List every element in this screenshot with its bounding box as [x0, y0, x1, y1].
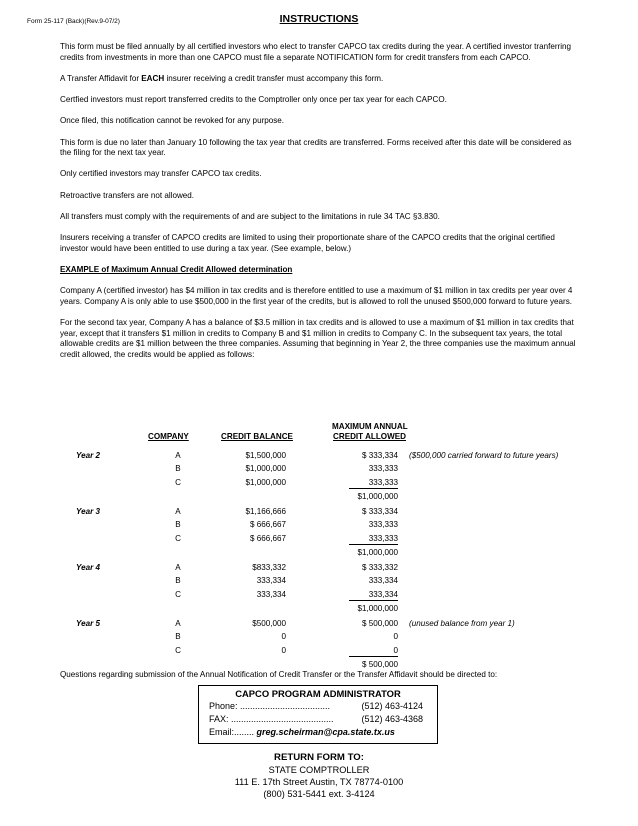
fax-label: FAX: ......................................... — [209, 714, 334, 724]
balance-cell: $1,000,000 — [245, 477, 286, 487]
company-cell: A — [175, 507, 181, 516]
paragraph-no-retroactive: Retroactive transfers are not allowed. — [60, 190, 195, 200]
questions-text: Questions regarding submission of the Annual Notification of Credit Transfer or the Transfer Affidavit should be directed to: — [60, 670, 498, 679]
paragraph-due-date: This form is due no later than January 10 following the tax year that credits are transferred. Forms received after this date will be considered as the filing for the next tax year. — [60, 137, 572, 158]
balance-cell: $ 666,667 — [249, 520, 286, 530]
balance-cell: $500,000 — [252, 619, 286, 628]
return-title: RETURN FORM TO: — [274, 752, 364, 763]
allowed-cell: 333,334 — [368, 576, 398, 586]
contact-title: CAPCO PROGRAM ADMINISTRATOR — [235, 688, 401, 699]
year-label: Year 2 — [76, 451, 101, 460]
paragraph-affidavit — [60, 74, 578, 85]
example-heading: EXAMPLE of Maximum Annual Credit Allowed determination — [60, 264, 293, 274]
form-number: Form 25-117 (Back)(Rev.9-07/2) — [27, 18, 120, 25]
return-line-3: (800) 531-5441 ext. 3-4124 — [263, 789, 375, 799]
affidavit-text-bold: EACH — [141, 73, 165, 83]
balance-cell: 0 — [281, 645, 286, 655]
allowed-cell: $ 333,334 — [361, 507, 398, 516]
company-cell: A — [175, 563, 181, 572]
paragraph-not-revocable: Once filed, this notification cannot be revoked for any purpose. — [60, 116, 285, 126]
company-cell: C — [175, 645, 181, 655]
fax-line — [199, 713, 437, 726]
header-credit-balance: CREDIT BALANCE — [221, 432, 293, 441]
balance-cell: $ 666,667 — [249, 533, 286, 543]
year-label: Year 5 — [76, 619, 101, 628]
allowed-cell: 333,333 — [368, 520, 398, 530]
company-cell: B — [175, 520, 181, 530]
company-cell: B — [175, 576, 181, 586]
note-cell: (unused balance from year 1) — [409, 619, 515, 628]
email-value[interactable]: greg.scheirman@cpa.state.tx.us — [256, 727, 395, 737]
header-company: COMPANY — [148, 432, 189, 441]
balance-cell: 333,334 — [256, 589, 286, 599]
balance-cell: $1,500,000 — [245, 451, 286, 460]
group-total: $1,000,000 — [357, 491, 398, 501]
email-line — [199, 726, 437, 739]
allowed-cell: 0 — [393, 632, 398, 642]
group-total: $1,000,000 — [357, 547, 398, 557]
phone-value: (512) 463-4124 — [361, 701, 423, 711]
balance-cell: $833,332 — [252, 563, 286, 572]
email-label: Email:........ — [209, 727, 255, 737]
phone-label: Phone: .................................... — [209, 701, 331, 711]
header-max-line1: MAXIMUM ANNUAL — [332, 422, 408, 431]
balance-cell: 0 — [281, 632, 286, 642]
company-cell: C — [175, 533, 181, 543]
contact-box — [198, 685, 438, 744]
paragraph-filing: This form must be filed annually by all certified investors who elect to transfer CAPCO tax credits during the year. A certified investor tranferring credits from investments in more than one CAPCO must file a separate NOTIFICATION form for credit transfers from each CAPCO. — [60, 42, 572, 62]
affidavit-text-before: A Transfer Affidavit for — [60, 73, 142, 83]
header-max-line2: CREDIT ALLOWED — [333, 432, 406, 441]
phone-line — [199, 700, 437, 713]
company-cell: C — [175, 589, 181, 599]
allowed-cell: 333,333 — [368, 464, 398, 474]
allowed-cell: $ 333,332 — [361, 563, 398, 572]
allowed-cell: $ 333,334 — [361, 451, 398, 460]
allowed-cell: 333,333 — [349, 534, 398, 545]
company-cell: B — [175, 632, 181, 642]
return-line-1: STATE COMPTROLLER — [268, 765, 370, 775]
page-title: INSTRUCTIONS — [279, 13, 359, 25]
year-label: Year 4 — [76, 563, 101, 572]
year-label: Year 3 — [76, 507, 101, 516]
group-total: $1,000,000 — [357, 603, 398, 613]
paragraph-insurers: Insurers receiving a transfer of CAPCO credits are limited to using their proportionate share of the CAPCO credits that the original certified investor would have been entitled to use during a tax year. (See example, below.) — [60, 233, 555, 253]
balance-cell: $1,000,000 — [245, 464, 286, 474]
fax-value: (512) 463-4368 — [361, 714, 423, 724]
instructions-body — [60, 42, 578, 371]
paragraph-certified-only: Only certified investors may transfer CAPCO tax credits. — [60, 169, 262, 179]
paragraph-report-once: Certfied investors must report transferred credits to the Comptroller only once per tax year for each CAPCO. — [60, 95, 447, 105]
paragraph-rule: All transfers must comply with the requirements of and are subject to the limitations in rule 34 TAC §3.830. — [60, 211, 440, 221]
allowed-cell: 333,333 — [349, 478, 398, 489]
company-cell: C — [175, 477, 181, 487]
allowed-cell: 0 — [349, 646, 398, 657]
affidavit-text-after: insurer receiving a credit transfer must accompany this form. — [164, 73, 384, 83]
allowed-cell: 333,334 — [349, 590, 398, 601]
company-cell: B — [175, 464, 181, 474]
allowed-cell: $ 500,000 — [361, 619, 398, 628]
example-paragraph-1: Company A (certified investor) has $4 million in tax credits and is therefore entitled to use a maximum of $1 million in tax credits per year over 4 years. Company A is only able to use $500,000 in the first year of the credits, but is allowed to roll the unused $500,000 forward to future years. — [60, 286, 573, 306]
company-cell: A — [175, 451, 181, 460]
balance-cell: $1,166,666 — [245, 507, 286, 516]
balance-cell: 333,334 — [256, 576, 286, 586]
group-total: $ 500,000 — [361, 659, 398, 669]
note-cell: ($500,000 carried forward to future years) — [409, 451, 559, 460]
return-line-2: 111 E. 17th Street Austin, TX 78774-0100 — [234, 777, 404, 787]
example-paragraph-2: For the second tax year, Company A has a balance of $3.5 million in tax credits and is allowed to use a maximum of $1 million in tax credits that year, except that it transfers $1 million in credits to Company B and $1 million in credits to Company C. In the subsequent tax years, the total allowable credits are $1 million between the three companies. Assuming that beginning in Year 2, the three companies use the maximum annual credit allowed, the credits would be applied as follows: — [60, 318, 576, 360]
return-address — [0, 752, 638, 800]
company-cell: A — [175, 619, 181, 628]
